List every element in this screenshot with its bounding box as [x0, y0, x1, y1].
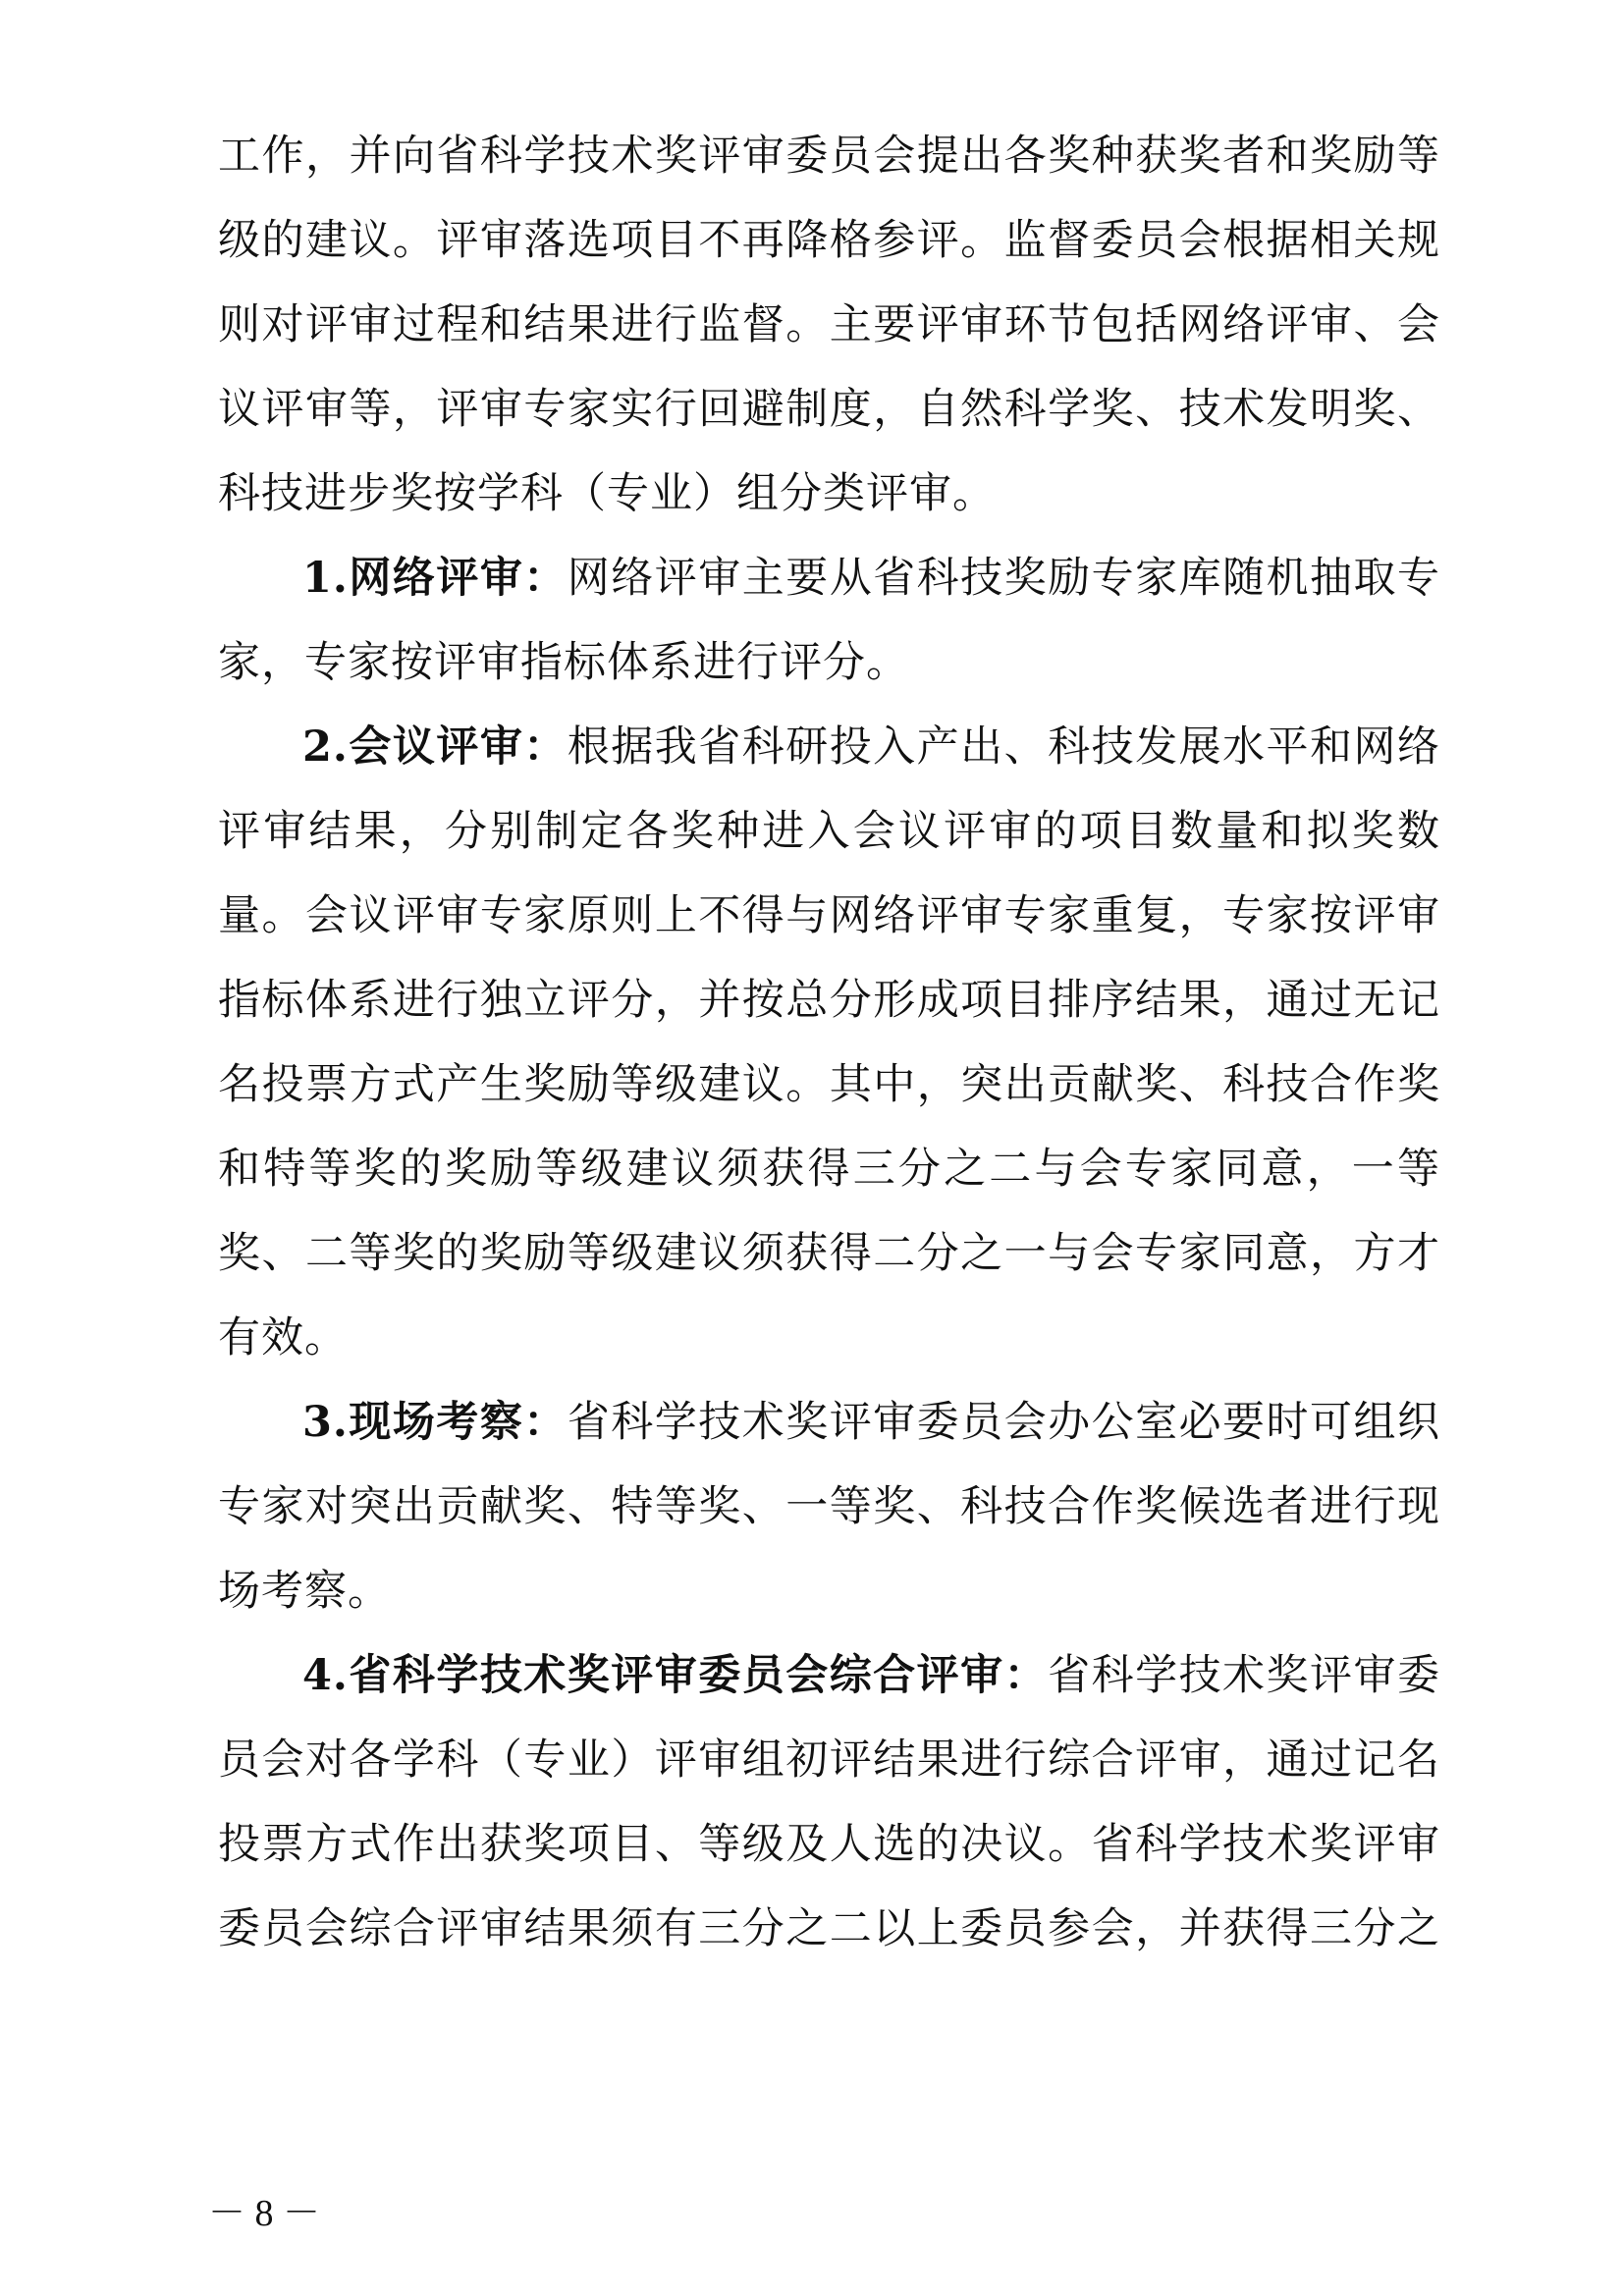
section-heading-network-review: 1.网络评审：网络评审主要从省科技奖励专家库随机抽取专 [302, 554, 1440, 603]
body-line: 则对评审过程和结果进行监督。主要评审环节包括网络评审、会 [218, 300, 1440, 349]
section-label: 4.省科学技术奖评审委员会综合评审： [302, 1651, 1049, 1700]
body-line: 议评审等，评审专家实行回避制度，自然科学奖、技术发明奖、 [218, 385, 1440, 434]
body-line: 量。会议评审专家原则上不得与网络评审专家重复，专家按评审 [218, 891, 1440, 940]
section-heading-site-inspection: 3.现场考察：省科学技术奖评审委员会办公室必要时可组织 [302, 1398, 1440, 1447]
body-line: 奖、二等奖的奖励等级建议须获得二分之一与会专家同意，方才 [218, 1229, 1440, 1278]
body-line: 名投票方式产生奖励等级建议。其中，突出贡献奖、科技合作奖 [218, 1060, 1440, 1109]
body-line: 家，专家按评审指标体系进行评分。 [218, 638, 909, 687]
body-line: 委员会综合评审结果须有三分之二以上委员参会，并获得三分之 [218, 1904, 1440, 1953]
body-line: 评审结果，分别制定各奖种进入会议评审的项目数量和拟奖数 [218, 807, 1440, 856]
section-label: 2.会议评审： [302, 722, 568, 772]
body-line: 有效。 [218, 1313, 348, 1362]
section-heading-meeting-review: 2.会议评审：根据我省科研投入产出、科技发展水平和网络 [302, 722, 1440, 772]
section-label: 1.网络评审： [302, 554, 568, 603]
section-heading-committee-review: 4.省科学技术奖评审委员会综合评审：省科学技术奖评审委 [302, 1651, 1440, 1700]
body-line: 投票方式作出获奖项目、等级及人选的决议。省科学技术奖评审 [218, 1820, 1440, 1869]
section-label: 3.现场考察： [302, 1398, 568, 1447]
body-line: 专家对突出贡献奖、特等奖、一等奖、科技合作奖候选者进行现 [218, 1482, 1440, 1531]
body-line: 级的建议。评审落选项目不再降格参评。监督委员会根据相关规 [218, 216, 1440, 265]
body-line: 场考察。 [218, 1567, 391, 1616]
body-line: 和特等奖的奖励等级建议须获得三分之二与会专家同意，一等 [218, 1145, 1440, 1194]
body-line: 工作，并向省科学技术奖评审委员会提出各奖种获奖者和奖励等 [218, 132, 1440, 181]
body-line: 员会对各学科（专业）评审组初评结果进行综合评审，通过记名 [218, 1735, 1440, 1785]
body-line: 指标体系进行独立评分，并按总分形成项目排序结果，通过无记 [218, 976, 1440, 1025]
page-number: － 8 － [208, 2193, 321, 2234]
body-line: 科技进步奖按学科（专业）组分类评审。 [218, 469, 996, 518]
